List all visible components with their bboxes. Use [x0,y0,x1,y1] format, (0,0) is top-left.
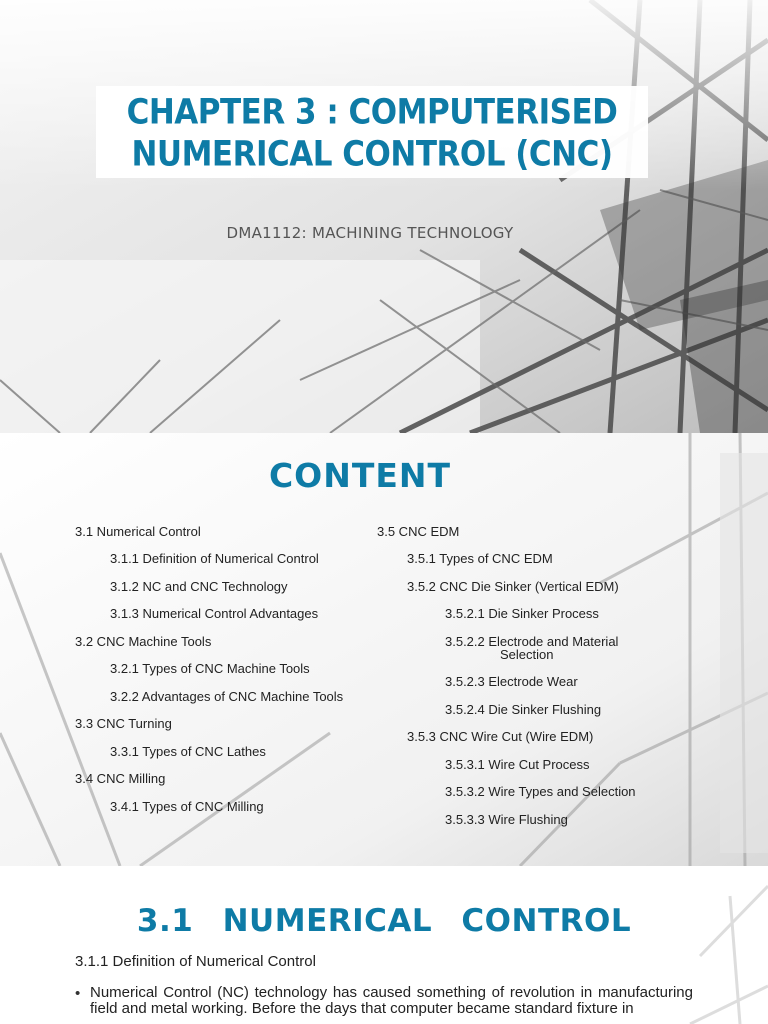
toc-item-3-2: 3.2 CNC Machine Tools [75,634,212,649]
toc-item-3-5-3: 3.5.3 CNC Wire Cut (Wire EDM) [407,729,594,744]
bullet-icon: • [75,985,81,1002]
toc-item-3-5-2-2-cont: Selection [500,647,554,662]
title-slide [0,0,768,433]
toc-item-3-1-2: 3.1.2 NC and CNC Technology [110,579,288,594]
toc-item-3-1-3: 3.1.3 Numerical Control Advantages [110,606,319,621]
toc-item-3-5: 3.5 CNC EDM [377,524,460,539]
toc-item-3-5-1: 3.5.1 Types of CNC EDM [407,551,553,566]
toc-item-3-5-2-1: 3.5.2.1 Die Sinker Process [445,606,599,621]
toc-item-3-5-2-3: 3.5.2.3 Electrode Wear [445,674,578,689]
course-subtitle: DMA1112: MACHINING TECHNOLOGY [226,224,514,242]
toc-item-3-3: 3.3 CNC Turning [75,716,172,731]
toc-item-3-5-2-2: 3.5.2.2 Electrode and Material [445,634,619,649]
section-slide [0,866,768,1024]
toc-item-3-2-2: 3.2.2 Advantages of CNC Machine Tools [110,689,344,704]
content-slide [0,433,768,866]
toc-item-3-1: 3.1 Numerical Control [75,524,201,539]
toc-item-3-5-3-3: 3.5.3.3 Wire Flushing [445,812,568,827]
toc-item-3-5-3-1: 3.5.3.1 Wire Cut Process [445,757,590,772]
toc-item-3-5-2: 3.5.2 CNC Die Sinker (Vertical EDM) [407,579,619,594]
toc-item-3-2-1: 3.2.1 Types of CNC Machine Tools [110,661,310,676]
section-title: 3.1 NUMERICAL CONTROL [136,903,632,939]
chapter-title-line2: NUMERICAL CONTROL (CNC) [131,134,613,175]
toc-item-3-4-1: 3.4.1 Types of CNC Milling [110,799,264,814]
toc-item-3-4: 3.4 CNC Milling [75,771,166,786]
content-title: CONTENT [268,456,452,495]
toc-item-3-3-1: 3.3.1 Types of CNC Lathes [110,744,266,759]
bullet-paragraph: Numerical Control (NC) technology has caused something of revolution in manufacturing field and metal working. Before the days that computer became standard fixture in [90,984,693,1017]
title-box [96,86,648,178]
toc-item-3-5-2-4: 3.5.2.4 Die Sinker Flushing [445,702,602,717]
chapter-title-line1: CHAPTER 3 : COMPUTERISED [126,92,618,133]
toc-item-3-1-1: 3.1.1 Definition of Numerical Control [110,551,319,566]
toc-item-3-5-3-2: 3.5.3.2 Wire Types and Selection [445,784,636,799]
architecture-background [0,0,768,433]
section-subheading: 3.1.1 Definition of Numerical Control [75,953,316,970]
